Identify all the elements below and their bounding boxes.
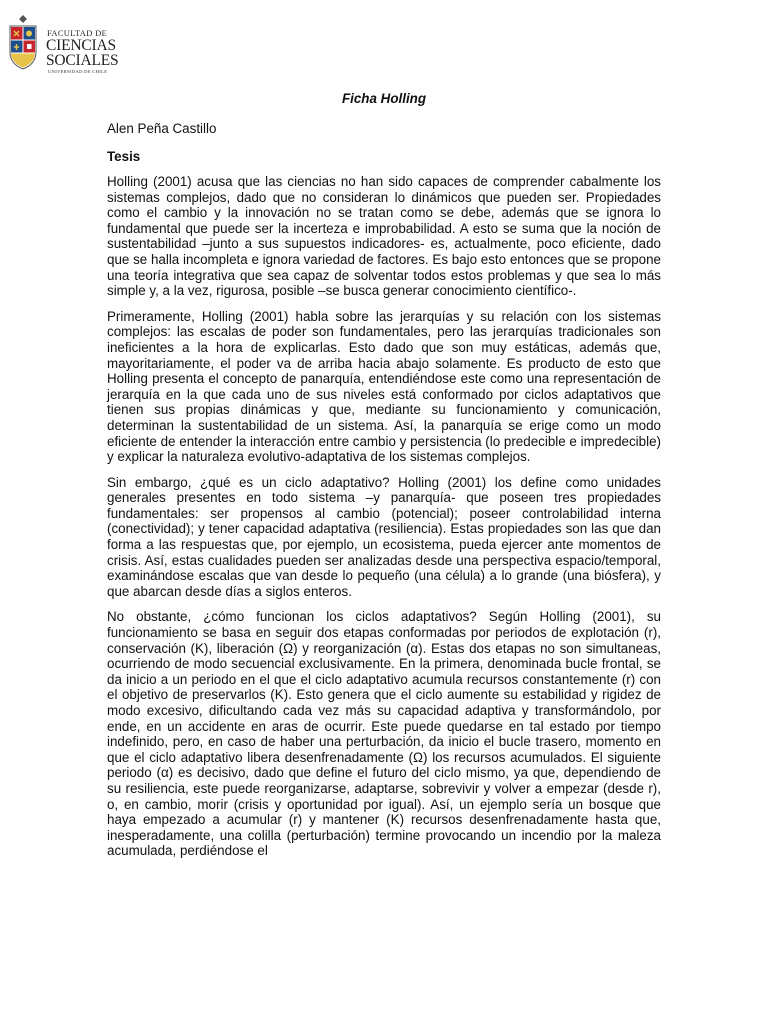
paragraph: Sin embargo, ¿qué es un ciclo adaptativo? Holling (2001) los define como unidades generales presentes en todo sistema –y panarquía- que poseen tres propiedades fundamentales: ser propensos al cambio (potencial); poseer controlabilidad interna (conectividad); y tener capacidad adaptativa (resiliencia). Estas propiedades son las que dan forma a las respuestas que, por ejemplo, un ecosistema, pueda ejercer ante momentos de crisis. Así, estas cualidades pueden ser analizadas desde una perspectiva espacio/temporal, examinándose escalas que van desde lo pequeño (una célula) a lo grande (una biósfera), y que abarcan desde días a siglos enteros. (107, 474, 661, 599)
paragraph: Holling (2001) acusa que las ciencias no han sido capaces de comprender cabalmente los sistemas complejos, dado que no consideran lo dinámicos que pueden ser. Propiedades como el cambio y la innovación no se tratan como se debe, además que se ignora lo fundamental que puede ser la incerteza e improbabilidad. A esto se suma que la noción de sustentabilidad –junto a sus supuestos indicadores- es, actualmente, poco eficiente, dado que se halla incompleta e ignora variedad de factores. Es bajo esto entonces que se propone una teoría integrativa que sea capaz de solventar todos estos problemas y que sea lo más simple y, a la vez, rigurosa, posible –se busca generar conocimiento científico-. (107, 174, 661, 299)
logo-university-line: UNIVERSIDAD DE CHILE (48, 69, 108, 74)
document-body (107, 90, 661, 869)
paragraph: No obstante, ¿cómo funcionan los ciclos adaptativos? Según Holling (2001), su funcionamiento se basa en seguir dos etapas conformadas por periodos de explotación (r), conservación (K), liberación (Ω) y reorganización (α). Estas dos etapas no son simultaneas, ocurriendo de modo secuencial exclusivamente. En la primera, denominada bucle frontal, se da inicio a un periodo en el que el ciclo adaptativo acumula recursos constantemente (r) con el objetivo de preservarlos (K). Esto genera que el ciclo aumente su estabilidad y rigidez de modo excesivo, dificultando cada vez más su capacidad adaptiva y transformándolo, por ende, en un accidente en aras de ocurrir. Este puede quedarse en tal estado por tiempo indefinido, pero, en caso de haber una perturbación, da inicio el bucle trasero, momento en que el ciclo adaptativo libera desenfrenadamente (Ω) los recursos acumulados. El siguiente periodo (α) es decisivo, dado que define el futuro del ciclo mismo, ya que, dependiendo de su resiliencia, este puede reorganizarse, adaptarse, sobrevivir y volver a empezar (desde r), o, en cambio, morir (crisis y oportunidad por igual). Así, un ejemplo sería un bosque que haya empezado a acumular (r) y mantener (K) recursos desenfrenadamente hasta que, inesperadamente, una colilla (perturbación) termine provocando un incendio por la maleza acumulada, perdiéndose el (107, 609, 661, 859)
university-shield-icon (8, 14, 38, 70)
logo-faculty-line: FACULTAD DE (47, 28, 107, 38)
faculty-logo (8, 12, 119, 76)
document-title: Ficha Holling (341, 91, 427, 106)
paragraph: Primeramente, Holling (2001) habla sobre las jerarquías y su relación con los sistemas complejos: las escalas de poder son fundamentales, pero las jerarquías tradicionales son ineficientes a la hora de explicarlas. Esto dado que son muy estáticas, además que, mayoritariamente, el poder va de arriba hacia abajo solamente. Es producto de esto que Holling presenta el concepto de panarquía, entendiéndose este como una representación de jerarquía en la que cada uno de sus niveles está conformado por ciclos adaptativos que tienen sus propias dinámicas y que, mediante su funcionamiento y comunicación, determinan la sustentabilidad de un sistema. Así, la panarquía se erige como un modo eficiente de entender la interacción entre cambio y persistencia (lo predecible e impredecible) y explicar la naturaleza evolutivo-adaptativa de los sistemas complejos. (107, 308, 661, 465)
document-author: Alen Peña Castillo (107, 121, 217, 136)
section-heading: Tesis (107, 149, 141, 164)
logo-ciencias-line: CIENCIAS (46, 37, 116, 54)
logo-sociales-line: SOCIALES (46, 52, 119, 69)
